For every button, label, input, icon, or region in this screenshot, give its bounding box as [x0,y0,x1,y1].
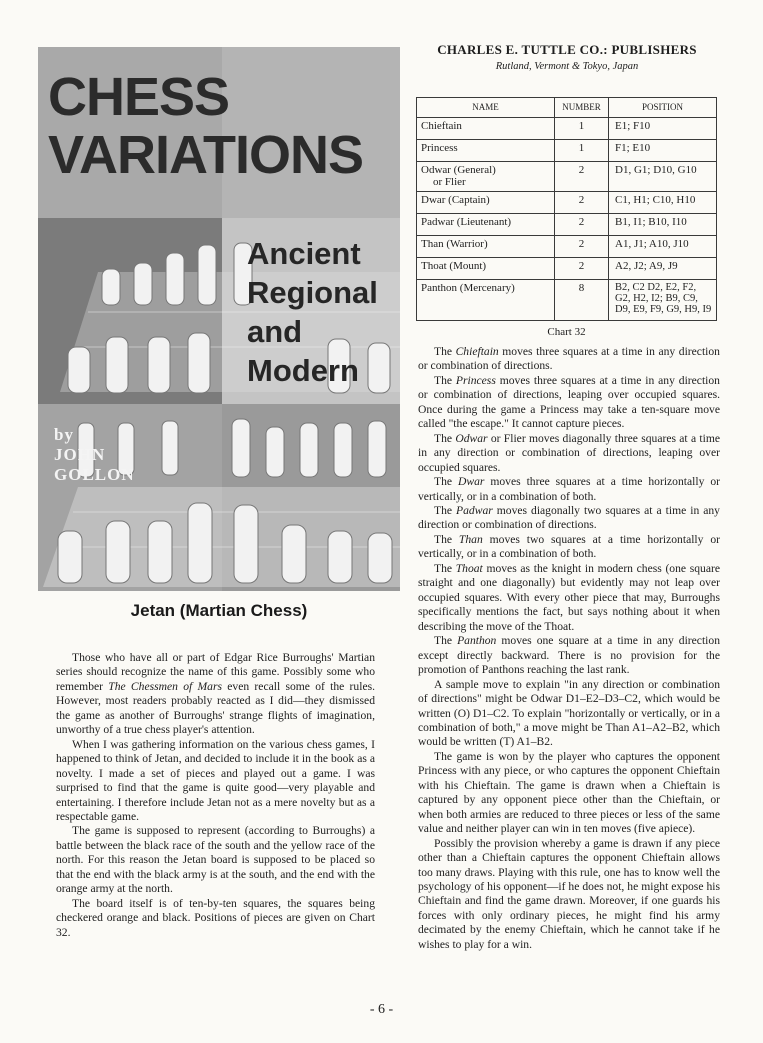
cover-subtitle-line-2: Regional [247,275,378,310]
paragraph: The board itself is of ten-by-ten squares, the squares being checkered orange and black. Positions of pieces are given on Chart 32. [56,896,375,939]
paragraph: The Than moves two squares at a time horizontally or vertically, or in a combination of both. [418,532,720,561]
table-header-row [417,98,717,118]
paragraph: The Princess moves three squares at a time in any direction or combination of directions, leaping over occupied squares. Once during the game a Princess may take a ten-square move called "the escape." It cannot capture pieces. [418,373,720,431]
paragraph: The Thoat moves as the knight in modern chess (one square straight and one diagonally) but evidently may not leap over occupied squares. With every other piece that may, Burroughs specifically mentions the fact, but says nothing about it when describing the move of the Thoat. [418,562,720,633]
header-position: POSITION [609,98,717,118]
header-name: NAME [417,98,555,118]
chart-32-table [416,97,717,321]
table-row: Chieftain 1 E1; F10 [417,117,717,139]
cover-subtitle-line-1: Ancient [247,236,361,271]
paragraph: The Panthon moves one square at a time in any direction except directly backward. There is no provision for the promotion of Panthons reaching the last rank. [418,634,720,677]
publisher-name: CHARLES E. TUTTLE CO.: PUBLISHERS [437,42,697,57]
table-row: Odwar (General) or Flier 2 D1, G1; D10, G10 [417,161,717,191]
cover-title-line-1: CHESS [48,67,230,127]
table-row: Dwar (Captain) 2 C1, H1; C10, H10 [417,191,717,213]
book-cover [38,47,400,591]
cover-subtitle-line-4: Modern [247,353,359,388]
article-title: Jetan (Martian Chess) [130,601,308,620]
paragraph: The Chieftain moves three squares at a time in any direction or combination of directions. [418,345,720,373]
right-column-text-upper [418,345,720,562]
paragraph: The Padwar moves diagonally two squares at a time in any direction or combination of directions. [418,503,720,532]
cover-byline: by [54,425,74,444]
cover-title-line-2: VARIATIONS [48,125,364,185]
table-row: Princess 1 F1; E10 [417,139,717,161]
table-row: Padwar (Lieutenant) 2 B1, I1; B10, I10 [417,213,717,235]
chart-caption: Chart 32 [547,326,586,338]
publisher-location: Rutland, Vermont & Tokyo, Japan [495,61,639,72]
paragraph: The game is won by the player who captures the opponent Princess with any piece, or who captures the opponent Chieftain with his Chieftain. The game is drawn when a Chieftain is captured by any opponent piece other than the Chieftain, or when both armies are reduced to three pieces or less of the same value and neither player can win in ten moves (five apiece). [418,749,720,836]
paragraph: Possibly the provision whereby a game is drawn if any piece other than a Chieftain captures the opponent Chieftain allows too many draws. Playing with this rule, one has to know well the psychology of his opponent—if he does not, he might expose his Chieftain and find the game drawn. Moreover, if one guards his forces with only ordinary pieces, he might find his army decimated by the enemy Chieftain, which he cannot take if he wishes to play for a win. [418,836,720,951]
page-number: - 6 - [369,1002,394,1017]
table-row: Panthon (Mercenary) 8 B2, C2 D2, E2, F2, G2, H2, I2; B9, C9, D9, E9, F9, G9, H9, I9 [417,279,717,320]
table-row: Than (Warrior) 2 A1, J1; A10, J10 [417,235,717,257]
cover-author-last: GOLLON [54,465,135,484]
paragraph: The game is supposed to represent (according to Burroughs) a battle between the black race of the south and the yellow race of the north. For this reason the Jetan board is supposed to be placed so that the end with the black army is at the south, and the end with the orange army at the north. [56,824,375,896]
table-row: Thoat (Mount) 2 A2, J2; A9, J9 [417,257,717,279]
paragraph: A sample move to explain "in any direction or combination of directions" might be Odwar D1–E2–D3–C2, which would be written (O) D1–C2. To explain "horizontally or vertically, or in a combination of both," a move might be Than A1–A2–B2, which would be written (T) A1–B2. [418,677,720,749]
paragraph: The Odwar or Flier moves diagonally three squares at a time in any direction or combination of directions, leaping over occupied squares. [418,431,720,474]
paragraph: The Dwar moves three squares at a time horizontally or vertically, or in a combination of both. [418,475,720,503]
left-column-text [56,651,375,940]
header-number: NUMBER [555,98,609,118]
paragraph: When I was gathering information on the various chess games, I happened to think of Jetan, and decided to include it in the book as a novelty. I made a set of pieces and played out a game. I was surprised to find that the game is quite good—very playable and entertaining. I therefore include Jetan not as a mere novelty but as a respectable game. [56,737,375,823]
cover-author-first: JOHN [54,445,106,464]
right-column-text-lower [418,562,720,952]
cover-subtitle-line-3: and [247,314,303,349]
paragraph: Those who have all or part of Edgar Rice Burroughs' Martian series should recognize the name of this game. Possibly some who remember The Chessmen of Mars even recall some of the rules. However, most readers probably reacted as I did—they dismissed the game as another of Burroughs' strange flights of imagination, unworthy of a true chess player's attention. [56,651,375,737]
